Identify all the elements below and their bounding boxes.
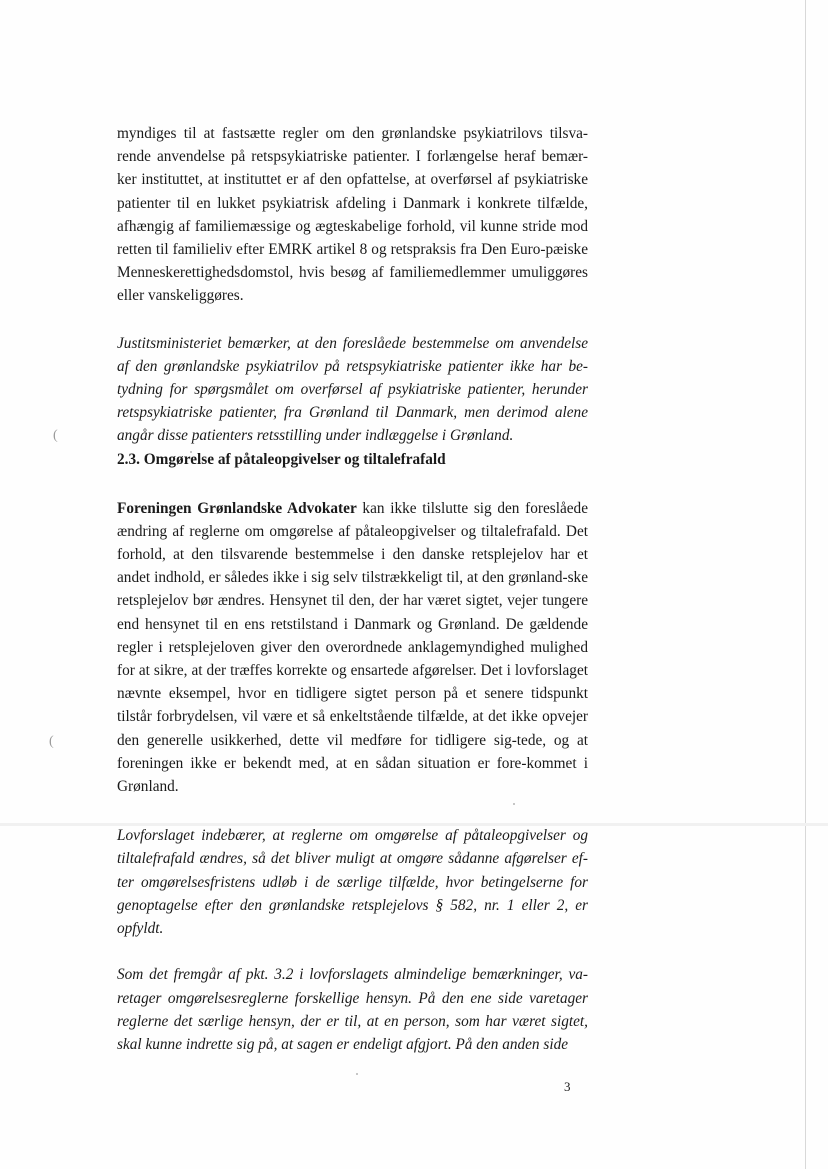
ministry-comment-paragraph: Justitsministeriet bemærker, at den foreslåede bestemmelse om anvendelse af den grønlandske psykiatrilov på retspsykiatriske patienter ikke har be-tydning for spørgsmålet om overførsel af psykiatriske patienter, herunder retspsykiatriske patienter, fra Grønland til Danmark, men derimod alene angår disse patienters retsstilling under indlæggelse i Grønland.	[117, 334, 588, 445]
association-paragraph	[117, 497, 588, 799]
association-text: kan ikke tilslutte sig den foreslåede ændring af reglerne om omgørelse af påtaleopgivelser og tiltalefrafald. Det forhold, at den tilsvarende bestemmelse i den danske retsplejelov har et andet indhold, er således ikke i sig selv tilstrækkeligt til, at den grønland-ske retsplejelov bør ændres. Hensynet til den, der har været sigtet, vejer tungere end hensynet til en ens retstilstand i Danmark og Grønland. De gældende regler i retsplejeloven giver den overordnede anklagemyndighed mulighed for at sikre, at der træffes korrekte og ensartede afgørelser. Det i lovforslaget nævnte eksempel, hvor en tidligere sigtet person på et senere tidspunkt tilstår forbrydelsen, vil være et så enkeltstående tilfælde, at det ikke opvejer den generelle usikkerhed, dette vil medføre for tidligere sig-tede, og at foreningen ikke er bekendt med, at en sådan situation er fore-kommet i Grønland.	[117, 499, 588, 796]
document-body	[117, 122, 588, 1056]
margin-mark: (	[53, 428, 58, 443]
remarks-paragraph: Som det fremgår af pkt. 3.2 i lovforslagets almindelige bemærkninger, va-retager omgørelsesreglerne forskellige hensyn. På den ene side varetager reglerne det særlige hensyn, der er til, at en person, som har været sigtet, skal kunne indrette sig på, at sagen er endeligt afgjort. På den anden side	[117, 966, 588, 1053]
scan-speck	[356, 1073, 358, 1075]
margin-mark: (	[49, 734, 54, 749]
body-paragraph: myndiges til at fastsætte regler om den grønlandske psykiatrilovs tilsva-rende anvendelse på retspsykiatriske patienter. I forlængelse heraf bemær-ker instituttet, at instituttet er af den opfattelse, at overførsel af psykiatriske patienter til en lukket psykiatrisk afdeling i Danmark i konkrete tilfælde, afhængig af familiemæssige og ægteskabelige forhold, vil kunne stride mod retten til familieliv efter EMRK artikel 8 og retspraksis fra Den Euro-pæiske Menneskerettighedsdomstol, hvis besøg af familiemedlemmer umuliggøres eller vanskeliggøres.	[117, 125, 588, 305]
section-heading: 2.3. Omgørelse af påtaleopgivelser og tiltalefrafald	[117, 450, 446, 468]
bill-comment-paragraph: Lovforslaget indebærer, at reglerne om omgørelse af påtaleopgivelser og tiltalefrafald ændres, så det bliver muligt at omgøre sådanne afgørelser ef-ter omgørelsesfristens udløb i de særlige tilfælde, hvor betingelserne for genoptagelse efter den grønlandske retsplejelovs § 582, nr. 1 eller 2, er opfyldt.	[117, 827, 588, 938]
association-name: Foreningen Grønlandske Advokater	[117, 499, 357, 517]
scan-edge-line	[805, 0, 806, 1169]
page-number: 3	[564, 1079, 571, 1094]
